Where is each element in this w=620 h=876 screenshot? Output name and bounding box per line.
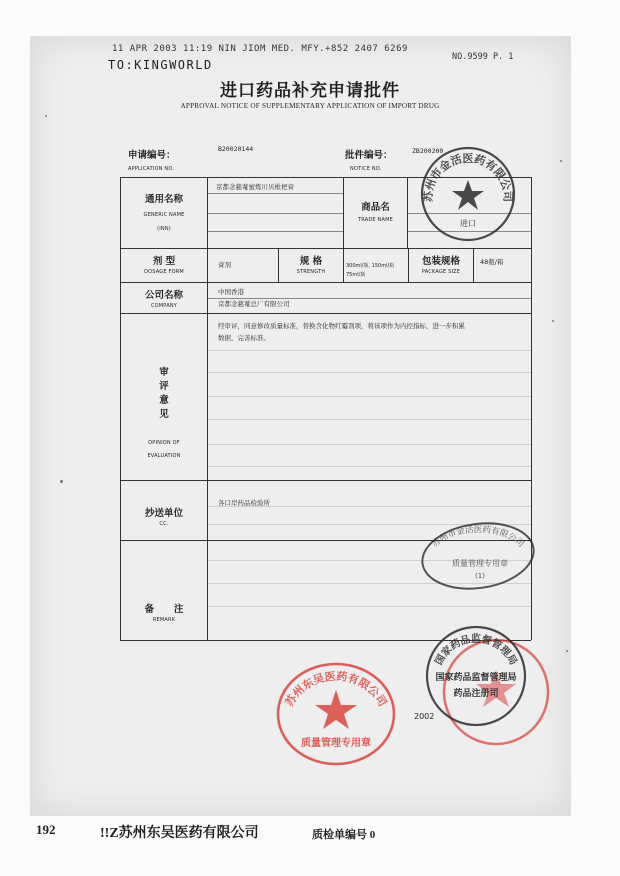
notice-no-label-en: NOTICE NO. xyxy=(350,166,382,172)
trade-name-label: 商品名 xyxy=(361,202,390,213)
opinion-text-line-1: 经审评，同意修改质量标准，替换含化物红霉剂项，将该项作为内控指标，进一步积累 xyxy=(218,322,465,330)
company-label: 公司名称 xyxy=(144,290,183,301)
remark-label: 备 注 xyxy=(144,604,184,615)
approval-date-partial: 2002 xyxy=(414,712,435,721)
notice-no-label: 批件编号： xyxy=(345,150,393,161)
fax-recipient: TO:KINGWORLD xyxy=(108,58,213,72)
strength-label: 规 格 xyxy=(299,256,323,267)
cc-label: 抄送单位 xyxy=(144,508,183,519)
red-seal-bottom-left xyxy=(274,660,398,768)
opinion-label-char-1: 审 xyxy=(159,367,169,378)
seal-admin-line-2: 药品注册司 xyxy=(453,689,499,699)
footer-qc-number: 质检单编号 0 xyxy=(312,829,376,841)
generic-name-value: 京都念慈菴蜜炼川贝枇杷膏 xyxy=(216,183,294,191)
company-value-name: 京都念慈菴总厂有限公司 xyxy=(218,300,290,308)
opinion-label-char-4: 见 xyxy=(159,409,169,420)
administration-seal-bottom-right xyxy=(424,624,528,728)
application-no-label: 申请编号： xyxy=(128,150,176,161)
dosage-form-label: 剂 型 xyxy=(152,256,176,267)
opinion-label-char-3: 意 xyxy=(159,395,169,406)
application-no-value: B20020144 xyxy=(218,145,254,153)
company-seal-top-right xyxy=(418,144,518,244)
opinion-text-line-2: 数据，完善标准。 xyxy=(218,334,270,342)
quality-seal-mid-right xyxy=(418,520,538,592)
cc-label-en: CC. xyxy=(159,521,169,527)
generic-name-label-en: GENERIC NAME xyxy=(143,212,185,218)
footer-company-name: !!Z苏州东吴医药有限公司 xyxy=(100,826,259,841)
seal-bottom-left-ring-text: 苏州东吴医药有限公司 xyxy=(282,669,390,709)
trade-name-label-en: TRADE NAME xyxy=(358,217,393,223)
document-title-en: APPROVAL NOTICE OF SUPPLEMENTARY APPLICATION OF IMPORT DRUG xyxy=(180,102,440,110)
footer-page-number: 192 xyxy=(36,822,56,837)
document-title-cn: 进口药品补充申请批件 xyxy=(220,81,400,101)
remark-label-en: REMARK xyxy=(152,617,176,623)
seal-mid-right-inner-text: 质量管理专用章 xyxy=(452,559,508,568)
fax-header-line: 11 APR 2003 11:19 NIN JIOM MED. MFY.+852 2407 6269 xyxy=(112,44,408,54)
seal-mid-right-ring-text: 苏州市金活医药有限公司 xyxy=(430,525,526,550)
seal-admin-ring-text: 国家药品监督管理局 xyxy=(433,634,519,668)
seal-admin-line-1: 国家药品监督管理局 xyxy=(435,673,517,683)
package-size-label-en: PACKAGE SIZE xyxy=(421,269,461,275)
seal-top-right-inner-text: 进口 xyxy=(460,219,476,228)
generic-name-label: 通用名称 xyxy=(144,194,183,205)
company-value-region: 中国香港 xyxy=(218,288,244,296)
notice-no-value: ZB200200 xyxy=(412,147,444,155)
strength-label-en: STRENGTH xyxy=(296,269,326,275)
strength-value-2: 75ml/瓶 xyxy=(346,272,366,278)
dosage-form-label-en: DOSAGE FORM xyxy=(144,269,184,275)
fax-page-number: NO.9599 P. 1 xyxy=(452,52,514,62)
seal-mid-right-number: (1) xyxy=(475,572,485,580)
opinion-label-en-2: EVALUATION xyxy=(147,453,181,459)
strength-value-1: 300ml/瓶, 150ml/瓶 xyxy=(346,263,395,269)
package-size-label: 包装规格 xyxy=(421,256,460,267)
company-label-en: COMPANY xyxy=(150,303,178,309)
opinion-label-en-1: OPINION OF xyxy=(148,440,180,446)
package-size-value: 48瓶/箱 xyxy=(480,258,504,266)
application-no-label-en: APPLICATION NO. xyxy=(128,166,175,172)
dosage-form-value: 膏剂 xyxy=(218,261,231,269)
seal-top-right-ring-text: 苏州市金活医药有限公司 xyxy=(421,152,515,203)
opinion-label-char-2: 评 xyxy=(159,381,169,392)
seal-bottom-left-inner-text: 质量管理专用章 xyxy=(301,738,371,749)
generic-name-label-inn: (INN) xyxy=(157,226,171,232)
cc-value: 各口岸药品检验所 xyxy=(218,499,270,507)
